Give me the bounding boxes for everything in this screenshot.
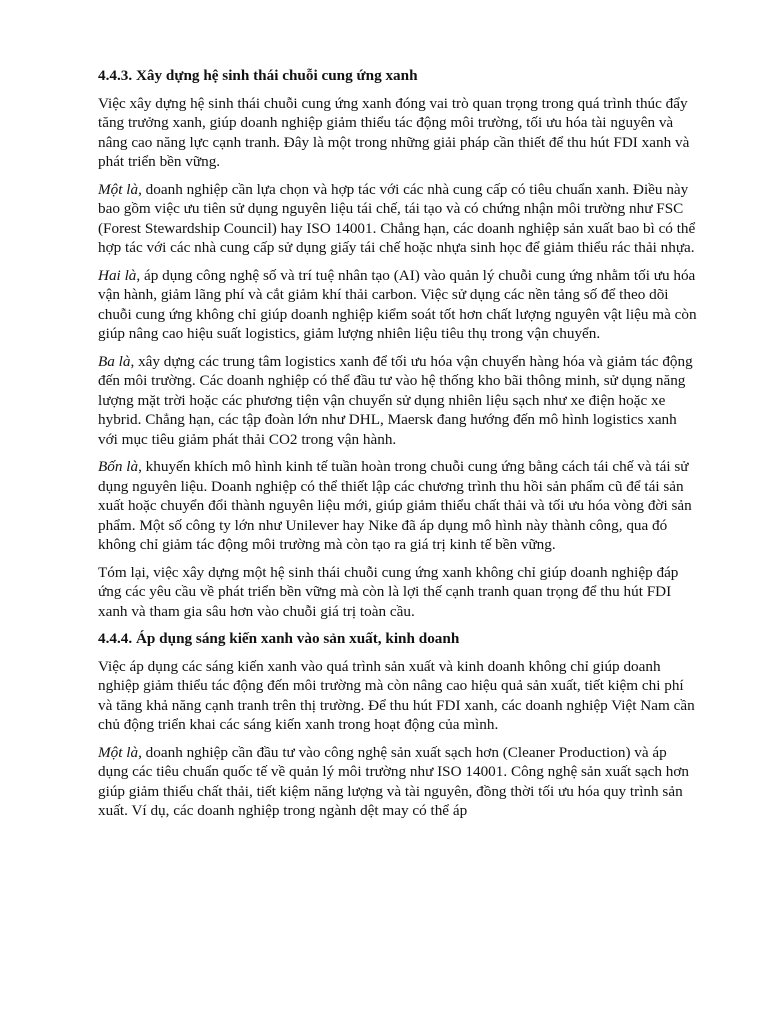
section-4-4-4-intro: Việc áp dụng các sáng kiến xanh vào quá trình sản xuất và kinh doanh không chỉ giúp doanh nghiệp giảm thiểu tác động đến môi trường mà còn nâng cao hiệu quả sản xuất, tiết kiệm chi phí và tăng khả năng cạnh tranh trên thị trường. Để thu hút FDI xanh, các doanh nghiệp Việt Nam cần chủ động triển khai các sáng kiến xanh trong hoạt động của mình. [98,657,695,733]
point-text: doanh nghiệp cần đầu tư vào công nghệ sản xuất sạch hơn (Cleaner Production) và áp dụng các tiêu chuẩn quốc tế về quản lý môi trường như ISO 14001. Công nghệ sản xuất sạch hơn giúp giảm thiểu chất thải, tiết kiệm năng lượng và tài nguyên, đồng thời tối ưu hóa quy trình sản xuất. Ví dụ, các doanh nghiệp trong ngành dệt may có thể áp [98,743,689,819]
section-heading-4-4-4: 4.4.4. Áp dụng sáng kiến xanh vào sản xuất, kinh doanh [98,630,460,647]
section-4-4-4-point-1 [98,743,698,821]
point-text: , doanh nghiệp cần lựa chọn và hợp tác với các nhà cung cấp có tiêu chuẩn xanh. Điều này bao gồm việc ưu tiên sử dụng nguyên liệu tái chế, tái tạo và có chứng nhận môi trường như FSC (Forest Stewardship Council) hay ISO 14001. Chẳng hạn, các doanh nghiệp sản xuất bao bì có thể hợp tác với các nhà cung cấp sử dụng giấy tái chế hoặc nhựa sinh học để giảm thiểu rác thải nhựa. [98,180,696,256]
section-4-4-3-point-3 [98,352,698,450]
point-lead: Bốn là [98,458,139,475]
point-lead: Ba là [98,352,131,370]
document-page [98,66,698,829]
point-text: , khuyến khích mô hình kinh tế tuần hoàn trong chuỗi cung ứng bằng cách tái chế và tái sử dụng nguyên liệu. Doanh nghiệp có thể thiết lập các chương trình thu hồi sản phẩm cũ để tái sản xuất hoặc chuyển đổi thành nguyên liệu mới, giúp giảm thiểu chất thải và tối ưu hóa vòng đời sản phẩm. Một số công ty lớn như Unilever hay Nike đã áp dụng mô hình này thành công, qua đó không chỉ giảm tác động môi trường mà còn tạo ra giá trị kinh tế bền vững. [98,458,692,553]
section-4-4-3-intro: Việc xây dựng hệ sinh thái chuỗi cung ứng xanh đóng vai trò quan trọng trong quá trình thúc đẩy tăng trưởng xanh, giúp doanh nghiệp giảm thiểu tác động môi trường, tối ưu hóa tài nguyên và nâng cao năng lực cạnh tranh. Đây là một trong những giải pháp cần thiết để thu hút FDI xanh và phát triển bền vững. [98,94,690,170]
section-4-4-3-point-4 [98,457,698,555]
section-4-4-3-point-2 [98,266,698,344]
section-heading-4-4-3: 4.4.3. Xây dựng hệ sinh thái chuỗi cung ứng xanh [98,67,418,84]
point-lead: Hai là [98,266,137,284]
section-4-4-3-point-1 [98,180,698,258]
point-lead: Một là, [98,743,142,761]
point-text: , xây dựng các trung tâm logistics xanh để tối ưu hóa vận chuyển hàng hóa và giảm tác động đến môi trường. Các doanh nghiệp có thể đầu tư vào hệ thống kho bãi thông minh, sử dụng năng lượng mặt trời hoặc các phương tiện vận chuyển sử dụng nhiên liệu sạch như xe điện hoặc xe hybrid. Chẳng hạn, các tập đoàn lớn như DHL, Maersk đang hướng đến mô hình logistics xanh với mục tiêu giảm phát thải CO2 trong vận hành. [98,352,693,448]
point-text: , áp dụng công nghệ số và trí tuệ nhân tạo (AI) vào quản lý chuỗi cung ứng nhằm tối ưu hóa vận hành, giảm lãng phí và cắt giảm khí thải carbon. Việc sử dụng các nền tảng số để theo dõi chuỗi cung ứng không chỉ giúp doanh nghiệp kiểm soát tốt hơn chất lượng nguyên vật liệu mà còn giúp nâng cao hiệu suất logistics, giảm lượng nhiên liệu tiêu thụ trong vận chuyển. [98,266,697,342]
section-4-4-3-conclusion: Tóm lại, việc xây dựng một hệ sinh thái chuỗi cung ứng xanh không chỉ giúp doanh nghiệp đáp ứng các yêu cầu về phát triển bền vững mà còn là lợi thế cạnh tranh quan trọng để thu hút FDI xanh và tham gia sâu hơn vào chuỗi giá trị toàn cầu. [98,563,679,620]
point-lead: Một là [98,180,139,198]
